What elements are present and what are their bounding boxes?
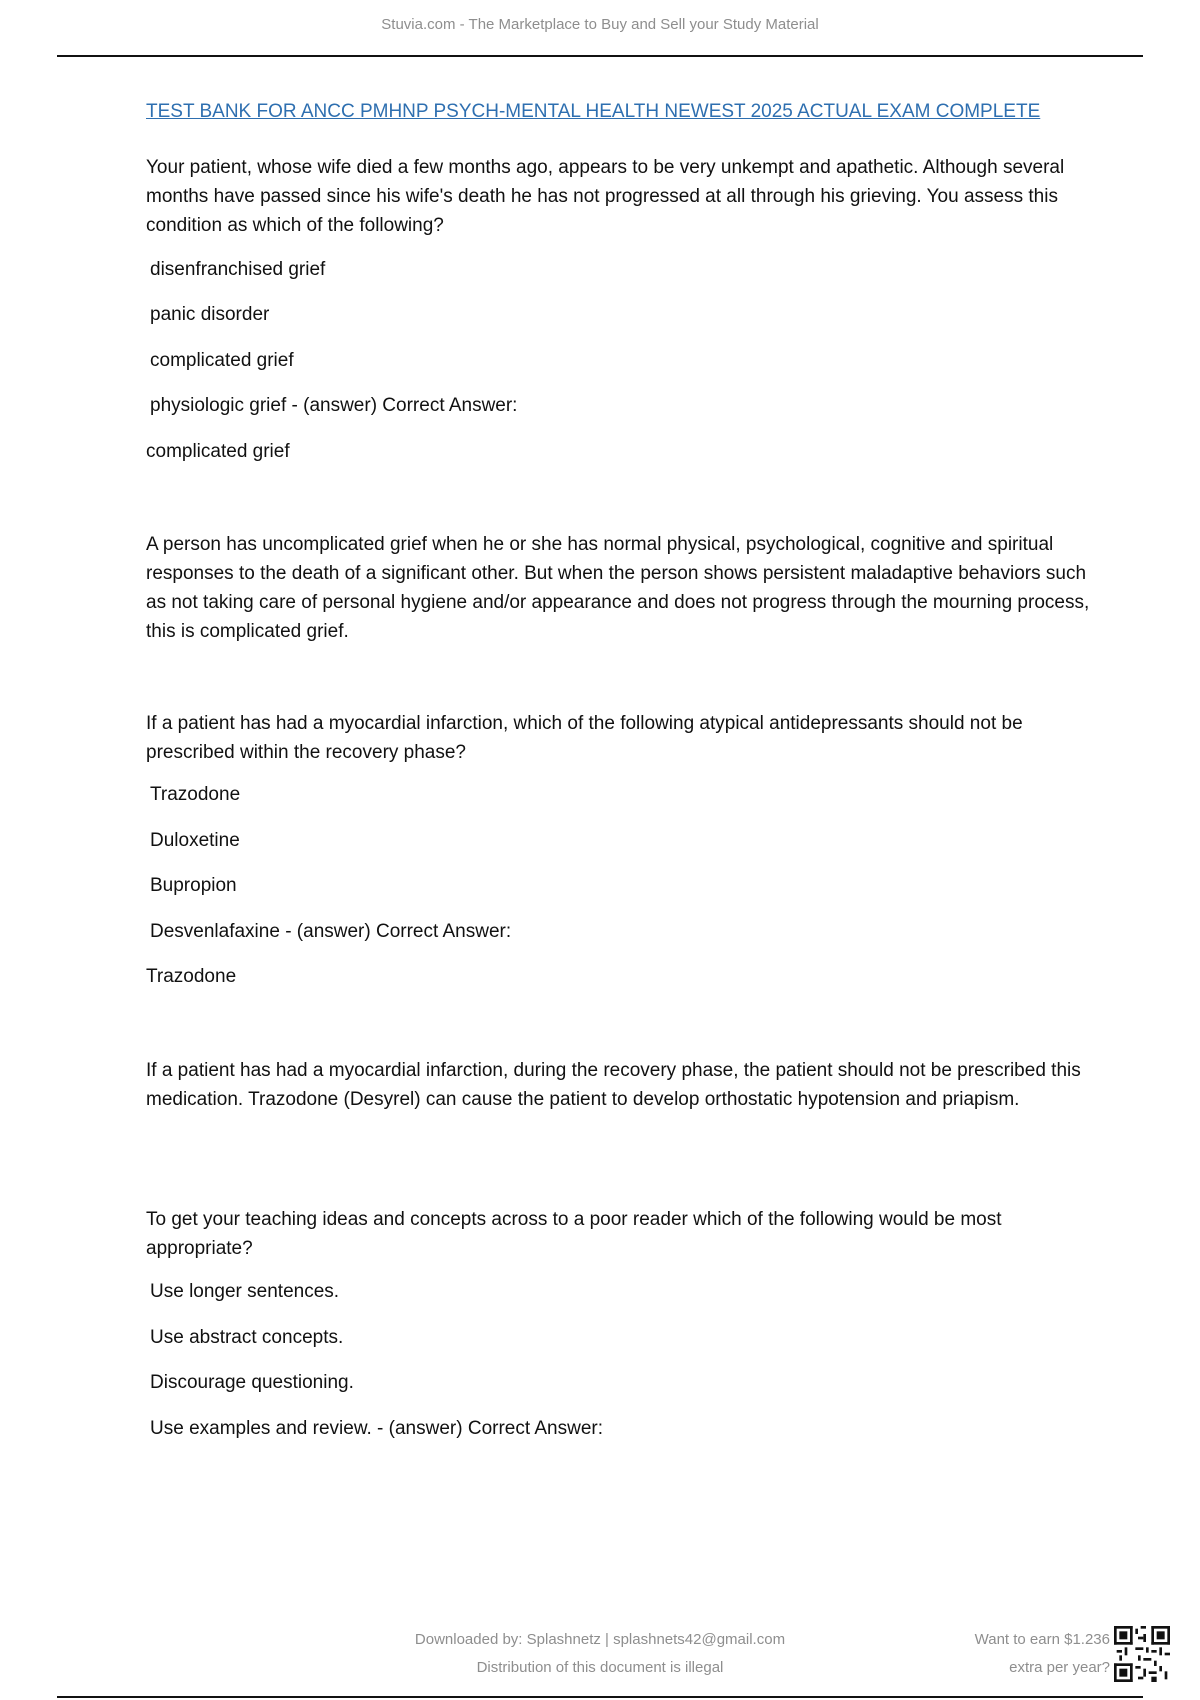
question-2-option-1: Trazodone — [150, 784, 241, 805]
footer-divider — [57, 1696, 1143, 1698]
distribution-notice: Distribution of this document is illegal — [476, 1659, 724, 1676]
question-3-option-4: Use examples and review. - (answer) Correct Answer: — [150, 1418, 603, 1439]
question-3-option-2: Use abstract concepts. — [150, 1327, 344, 1348]
question-2-option-4: Desvenlafaxine - (answer) Correct Answer: — [150, 921, 512, 942]
question-3-option-1: Use longer sentences. — [150, 1281, 340, 1302]
question-1-option-2: panic disorder — [150, 304, 270, 325]
earn-promo-line-2: extra per year? — [1009, 1659, 1110, 1676]
question-1-rationale: A person has uncomplicated grief when he or she has normal physical, psychological, cognitive and spiritual responses to the death of a significant other. But when the person shows persistent maladaptive behaviors such as not taking care of personal hygiene and/or appearance and does not progress through the mourning process, this is complicated grief. — [146, 534, 1090, 642]
question-1-option-4: physiologic grief - (answer) Correct Answer: — [150, 395, 518, 416]
question-1-answer: complicated grief — [146, 441, 290, 462]
question-1-option-3: complicated grief — [150, 350, 294, 371]
qr-code-icon[interactable] — [1114, 1626, 1170, 1682]
earn-promo-line-1: Want to earn $1.236 — [974, 1631, 1110, 1648]
question-1-text: Your patient, whose wife died a few months ago, appears to be very unkempt and apathetic. Although several months have passed since his wife's death he has not progressed at all through his grieving. You assess this condition as which of the following? — [146, 157, 1065, 236]
question-2-text: If a patient has had a myocardial infarction, which of the following atypical antidepressants should not be prescribed within the recovery phase? — [146, 713, 1023, 763]
question-3-option-3: Discourage questioning. — [150, 1372, 354, 1393]
question-2-rationale: If a patient has had a myocardial infarction, during the recovery phase, the patient should not be prescribed this medication. Trazodone (Desyrel) can cause the patient to develop orthostatic hypotension and priapism. — [146, 1060, 1081, 1110]
download-footer — [300, 1626, 900, 1682]
question-1-option-1: disenfranchised grief — [150, 259, 326, 280]
earn-promo[interactable] — [975, 1626, 1110, 1682]
document-title-link[interactable]: TEST BANK FOR ANCC PMHNP PSYCH-MENTAL HEALTH NEWEST 2025 ACTUAL EXAM COMPLETE — [146, 101, 1041, 122]
question-2-option-3: Bupropion — [150, 875, 237, 896]
header-divider — [57, 55, 1143, 57]
question-2-option-2: Duloxetine — [150, 830, 240, 851]
downloaded-by-text: Downloaded by: Splashnetz | splashnets42@gmail.com — [414, 1631, 786, 1648]
question-3-text: To get your teaching ideas and concepts across to a poor reader which of the following would be most appropriate? — [146, 1209, 1002, 1259]
question-2-answer: Trazodone — [146, 966, 237, 987]
site-header: Stuvia.com - The Marketplace to Buy and Sell your Study Material — [381, 16, 819, 33]
